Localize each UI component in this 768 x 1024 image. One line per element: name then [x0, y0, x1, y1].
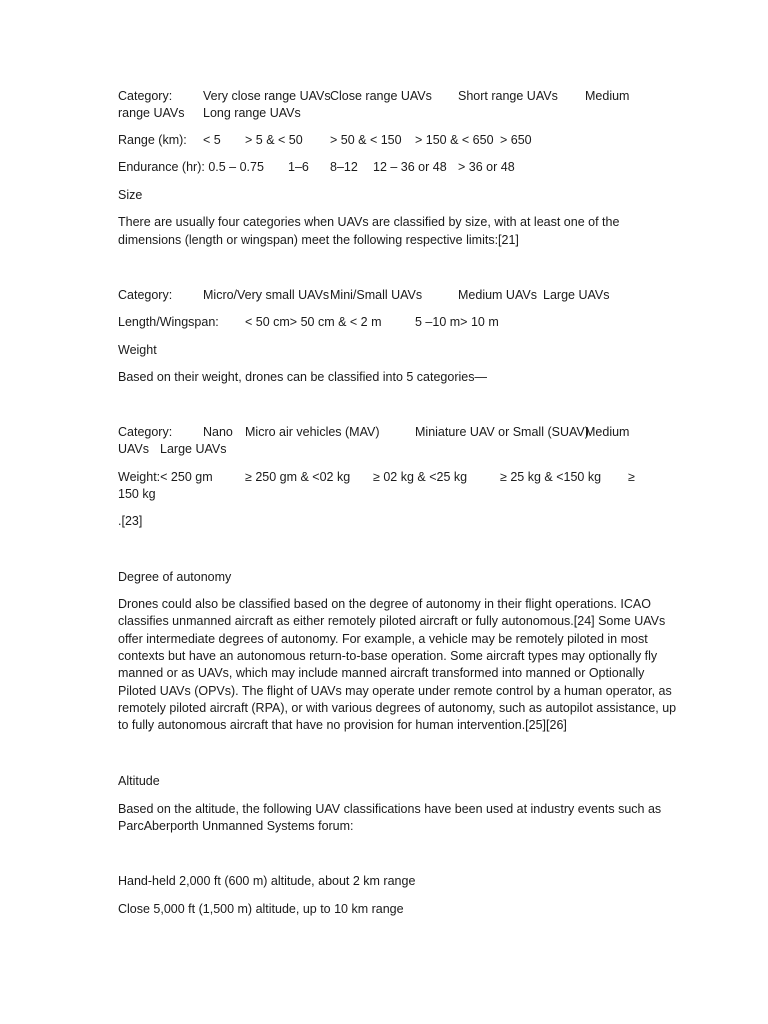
endurance-col-4: > 36 or 48: [458, 160, 515, 174]
autonomy-heading: Degree of autonomy: [118, 570, 232, 584]
range-km-col-2: > 5 & < 50: [245, 133, 303, 147]
endurance-label: Endurance (hr): 0.5 – 0.75: [118, 160, 264, 174]
range-category-col-4: Medium: [585, 89, 630, 103]
length-col-2: 5 –10 m> 10 m: [415, 315, 499, 329]
range-category-label: Category:: [118, 89, 173, 103]
weight-intro: Based on their weight, drones can be classified into 5 categories—: [118, 370, 487, 384]
weight-heading: Weight: [118, 343, 157, 357]
size-category-col-3: Medium UAVs: [458, 288, 537, 302]
range-km-col-5: > 650: [500, 133, 532, 147]
weight-values-col-4: ≥: [628, 470, 635, 484]
weight-values-col-2: ≥ 02 kg & <25 kg: [373, 470, 468, 484]
weight-reference: .[23]: [118, 514, 143, 528]
autonomy-line-6: Piloted UAVs (OPVs). The flight of UAVs may operate under remote control by a human operator, as: [118, 684, 672, 698]
length-col-1: < 50 cm> 50 cm & < 2 m: [245, 315, 382, 329]
weight-values-col-3: ≥ 25 kg & <150 kg: [500, 470, 602, 484]
size-category-col-4: Large UAVs: [543, 288, 610, 302]
range-category-wrap-1: range UAVs: [118, 106, 185, 120]
endurance-col-2: 8–12: [330, 160, 358, 174]
range-category-wrap-2: Long range UAVs: [203, 106, 301, 120]
altitude-item-close: Close 5,000 ft (1,500 m) altitude, up to 10 km range: [118, 902, 404, 916]
autonomy-line-7: remotely piloted aircraft (RPA), or with various degrees of autonomy, such as autopilot assistance, up: [118, 701, 677, 715]
autonomy-line-4: contexts but have an autonomous return-to-base operation. Some aircraft types may optionally fly: [118, 649, 658, 663]
autonomy-line-2: classifies unmanned aircraft as either remotely piloted aircraft or fully autonomous.[24] Some UAVs: [118, 614, 666, 628]
weight-category-wrap-1: UAVs: [118, 442, 150, 456]
autonomy-line-5: manned or as UAVs, which may include manned aircraft transformed into manned or Optionally: [118, 666, 645, 680]
weight-values-label: Weight:< 250 gm: [118, 470, 213, 484]
endurance-col-3: 12 – 36 or 48: [373, 160, 447, 174]
weight-category-wrap-2: Large UAVs: [160, 442, 227, 456]
altitude-intro-line-1: Based on the altitude, the following UAV classifications have been used at industry events such as: [118, 802, 662, 816]
weight-category-col-2: Micro air vehicles (MAV): [245, 425, 380, 439]
length-label: Length/Wingspan:: [118, 315, 219, 329]
altitude-intro-line-2: ParcAberporth Unmanned Systems forum:: [118, 819, 354, 833]
size-intro-line-1: There are usually four categories when UAVs are classified by size, with at least one of the: [118, 215, 620, 229]
weight-category-col-3: Miniature UAV or Small (SUAV): [415, 425, 589, 439]
endurance-col-1: 1–6: [288, 160, 309, 174]
weight-values-wrap: 150 kg: [118, 487, 156, 501]
weight-category-col-4: Medium: [585, 425, 630, 439]
autonomy-line-1: Drones could also be classified based on the degree of autonomy in their flight operations. ICAO: [118, 597, 651, 611]
range-km-col-4: > 150 & < 650: [415, 133, 494, 147]
range-km-label: Range (km):: [118, 133, 187, 147]
size-intro-line-2: dimensions (length or wingspan) meet the following respective limits:[21]: [118, 233, 519, 247]
size-category-col-2: Mini/Small UAVs: [330, 288, 423, 302]
autonomy-line-3: offer intermediate degrees of autonomy. For example, a vehicle may be remotely piloted in most: [118, 632, 648, 646]
range-category-col-3: Short range UAVs: [458, 89, 558, 103]
size-heading: Size: [118, 188, 143, 202]
size-category-label: Category:: [118, 288, 173, 302]
range-km-col-1: < 5: [203, 133, 221, 147]
weight-category-col-1: Nano: [203, 425, 233, 439]
weight-category-label: Category:: [118, 425, 173, 439]
range-category-col-1: Very close range UAVs: [203, 89, 331, 103]
autonomy-line-8: to fully autonomous aircraft that have no provision for human intervention.[25][26]: [118, 718, 567, 732]
weight-values-col-1: ≥ 250 gm & <02 kg: [245, 470, 351, 484]
range-km-col-3: > 50 & < 150: [330, 133, 402, 147]
size-category-col-1: Micro/Very small UAVs: [203, 288, 330, 302]
range-category-col-2: Close range UAVs: [330, 89, 432, 103]
altitude-item-hand-held: Hand-held 2,000 ft (600 m) altitude, about 2 km range: [118, 874, 416, 888]
altitude-heading: Altitude: [118, 774, 160, 788]
